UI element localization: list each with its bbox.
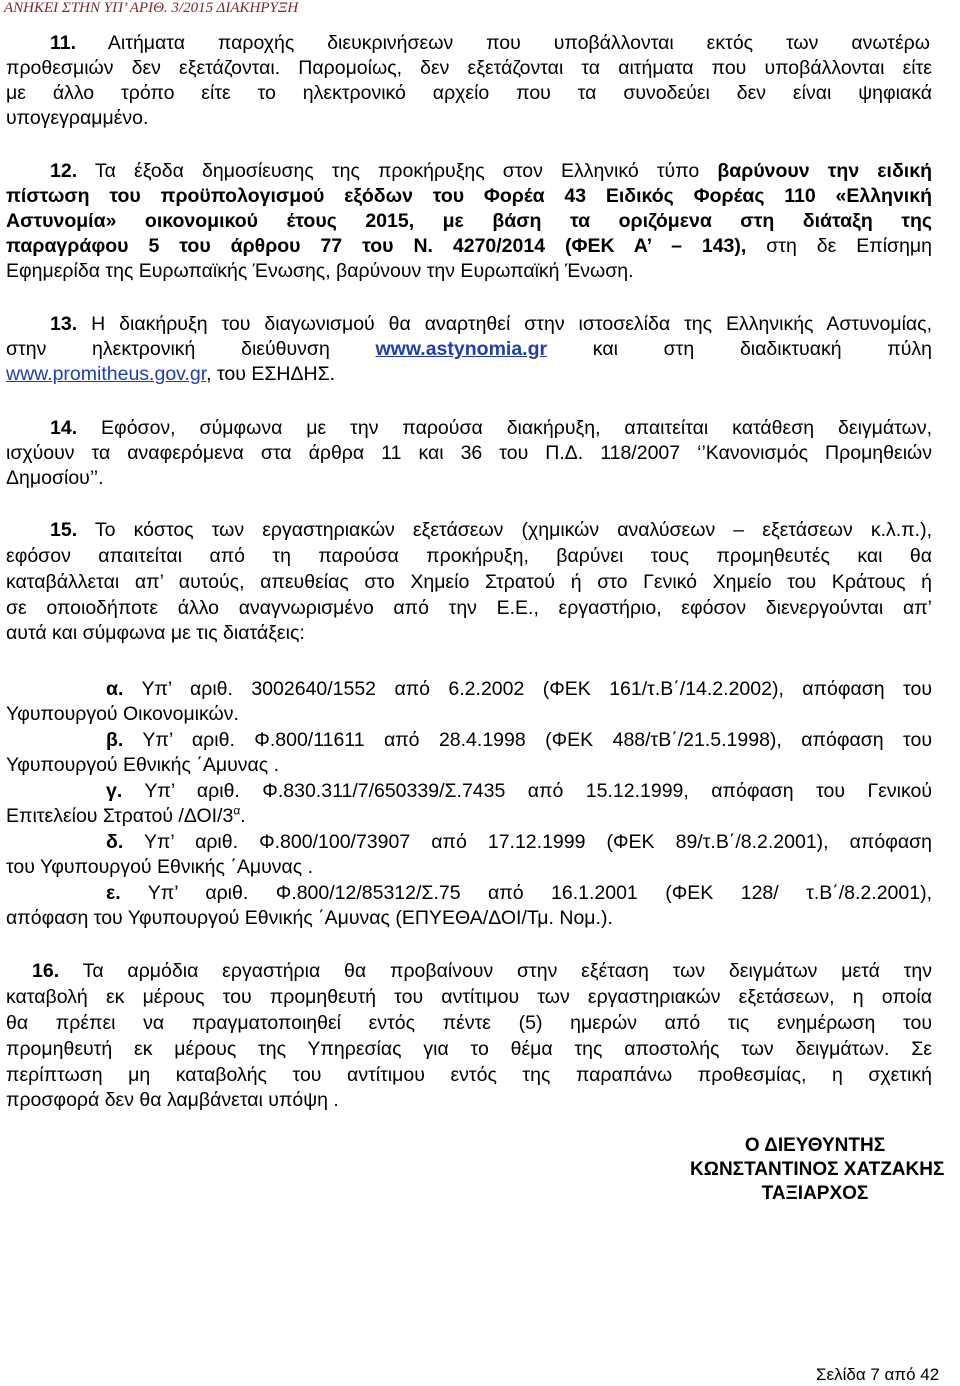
p14-line-2: ισχύουν τα αναφερόμενα στα άρθρα 11 και 36 του Π.Δ. 118/2007 ‘’Κανονισμός Προμηθειών [6, 442, 932, 464]
p16-line-2: καταβολή εκ μέρους του προμηθευτή του αντίτιμου των εργαστηριακών εξετάσεων, η οποία [6, 986, 932, 1008]
p14-number: 14. [50, 417, 78, 439]
list-text-e1: Υπ’ αριθ. Φ.800/12/85312/Σ.75 από 16.1.2001 (ΦΕΚ 128/ τ.Β΄/8.2.2001), [147, 882, 932, 904]
list-label-d: δ. [106, 831, 124, 853]
p14-line-3: Δημοσίου’’. [6, 467, 104, 489]
p15-line-4: σε οποιοδήποτε άλλο αναγνωρισμένο από την Ε.Ε., εργαστήριο, εφόσον διενεργούνται απ’ [6, 597, 932, 619]
p12-text-1a: Τα έξοδα δημοσίευσης της προκήρυξης στον Ελληνικό τύπο [94, 160, 718, 182]
list-item-e-line-1 [106, 882, 932, 905]
list-label-a: α. [106, 678, 124, 700]
p16-line-6: προσφορά δεν θα λαμβάνεται υπόψη . [6, 1089, 339, 1111]
p11-line-4: υπογεγραμμένο. [6, 107, 149, 129]
p12-line-3: Αστυνομία» οικονομικού έτους 2015, με βάση τα οριζόμενα στη διάταξη της [6, 210, 932, 232]
p15-line-3: καταβάλλεται απ’ αυτούς, απευθείας στο Χημείο Στρατού ή στο Γενικό Χημείο του Κράτους ή [6, 571, 932, 593]
signature-block [690, 1134, 960, 1206]
p11-text-1: Αιτήματα παροχής διευκρινήσεων που υποβάλλονται εκτός των ανωτέρω [107, 32, 930, 54]
list-label-e: ε. [106, 882, 121, 904]
list-text-c-end: . [240, 805, 246, 827]
p16-line-3: θα πρέπει να πραγματοποιηθεί εντός πέντε (5) ημερών από τις ενημέρωση του [6, 1012, 932, 1034]
signature-name: ΚΩΝΣΤΑΝΤΙΝΟΣ ΧΑΤΖΑΚΗΣ [690, 1159, 945, 1180]
p15-line-5: αυτά και σύμφωνα με τις διατάξεις: [6, 622, 305, 644]
p13-line-2 [6, 338, 932, 361]
list-text-b1: Υπ’ αριθ. Φ.800/11611 από 28.4.1998 (ΦΕΚ 488/τΒ΄/21.5.1998), απόφαση του [142, 729, 932, 751]
header-note: ΑΝΗΚΕΙ ΣΤΗΝ ΥΠ’ ΑΡΙΘ. 3/2015 ΔΙΑΚΗΡΥΞΗ [4, 0, 299, 16]
list-item-c-line-1 [106, 780, 932, 803]
p12-text-4a: παραγράφου 5 του άρθρου 77 του Ν. 4270/2014 (ΦΕΚ Α’ – 143), [6, 235, 747, 257]
p15-number: 15. [50, 519, 78, 541]
list-text-d1: Υπ’ αριθ. Φ.800/100/73907 από 17.12.1999 (ΦΕΚ 89/τ.Β΄/8.2.2001), απόφαση [143, 831, 932, 853]
p11-line-2: προθεσμιών δεν εξετάζονται. Παρομοίως, δεν εξετάζονται τα αιτήματα που υποβάλλονται είτε [6, 57, 932, 79]
p16-line-5: περίπτωση μη καταβολής του αντίτιμου εντός της παραπάνω προθεσμίας, η σχετική [6, 1064, 932, 1086]
p13-line-3 [6, 363, 932, 386]
p11-number: 11. [50, 32, 77, 54]
p14-text-1: Εφόσον, σύμφωνα με την παρούσα διακήρυξη, απαιτείται κατάθεση δειγμάτων, [101, 417, 932, 439]
list-item-b-line-2: Υφυπουργού Εθνικής ΄Αμυνας . [6, 754, 279, 776]
list-item-d-line-2: του Υφυπουργού Εθνικής ΄Αμυνας . [6, 856, 314, 878]
list-item-c-line-2 [6, 805, 932, 828]
p16-number: 16. [32, 960, 60, 982]
list-item-a-line-1 [106, 678, 932, 701]
p15-line-1 [50, 519, 932, 542]
p12-number: 12. [50, 160, 78, 182]
list-text-c-sup: α [233, 803, 241, 818]
p12-line-1 [50, 160, 932, 183]
page-number: Σελίδα 7 από 42 [816, 1365, 940, 1384]
signature-title: Ο ΔΙΕΥΘΥΝΤΗΣ [744, 1135, 886, 1156]
promitheus-link[interactable]: www.promitheus.gov.gr [6, 363, 207, 385]
signature-rank: ΤΑΞΙΑΡΧΟΣ [761, 1183, 869, 1204]
list-item-e-line-2: απόφαση του Υφυπουργού Εθνικής ΄Αμυνας (ΕΠΥΕΘΑ/ΔΟΙ/Τμ. Νομ.). [6, 907, 613, 929]
list-text-a1: Υπ’ αριθ. 3002640/1552 από 6.2.2002 (ΦΕΚ 161/τ.Β΄/14.2.2002), απόφαση του [141, 678, 932, 700]
list-text-c1: Υπ’ αριθ. Φ.830.311/7/650339/Σ.7435 από 15.12.1999, απόφαση του Γενικού [144, 780, 932, 802]
p13-text-2a: στην ηλεκτρονική διεύθυνση [6, 338, 376, 360]
list-text-c2: Επιτελείου Στρατού /ΔΟΙ/3 [6, 805, 234, 827]
p12-line-4 [6, 235, 932, 258]
list-label-b: β. [106, 729, 124, 751]
list-item-b-line-1 [106, 729, 932, 752]
p13-text-2b: και στη διαδικτυακή πύλη [547, 338, 932, 360]
p12-text-4b: στη δε Επίσημη [746, 235, 933, 257]
p13-line-1 [50, 313, 932, 336]
p16-text-1: Τα αρμόδια εργαστήρια θα προβαίνουν στην εξέταση των δειγμάτων μετά την [82, 960, 932, 982]
p14-line-1 [50, 417, 932, 440]
p15-line-2: εφόσον απαιτείται από τη παρούσα προκήρυξη, βαρύνει τους προμηθευτές και θα [6, 545, 932, 567]
list-item-a-line-2: Υφυπουργού Οικονομικών. [6, 703, 239, 725]
p15-text-1: Το κόστος των εργαστηριακών εξετάσεων (χημικών αναλύσεων – εξετάσεων κ.λ.π.), [94, 519, 932, 541]
p12-text-1b: βαρύνουν την ειδική [717, 160, 932, 182]
list-item-d-line-1 [106, 831, 932, 854]
p13-number: 13. [50, 313, 78, 335]
p12-line-5: Εφημερίδα της Ευρωπαϊκής Ένωσης, βαρύνουν την Ευρωπαϊκή Ένωση. [6, 260, 634, 282]
p16-line-4: προμηθευτή εκ μέρους της Υπηρεσίας για το θέμα της αποστολής των δειγμάτων. Σε [6, 1038, 932, 1060]
astynomia-link[interactable]: www.astynomia.gr [375, 338, 548, 360]
p11-line-3: με άλλο τρόπο είτε το ηλεκτρονικό αρχείο που τα συνοδεύει δεν είναι ψηφιακά [6, 82, 932, 104]
p12-line-2: πίστωση του προϋπολογισμού εξόδων του Φορέα 43 Ειδικός Φορέας 110 «Ελληνική [6, 185, 932, 207]
p13-text-3b: , του ΕΣΗΔΗΣ. [206, 363, 336, 385]
p16-line-1 [32, 960, 932, 983]
list-label-c: γ. [106, 780, 123, 802]
p11-line-1 [50, 32, 930, 55]
p13-text-1: Η διακήρυξη του διαγωνισμού θα αναρτηθεί στην ιστοσελίδα της Ελληνικής Αστυνομίας, [91, 313, 933, 335]
